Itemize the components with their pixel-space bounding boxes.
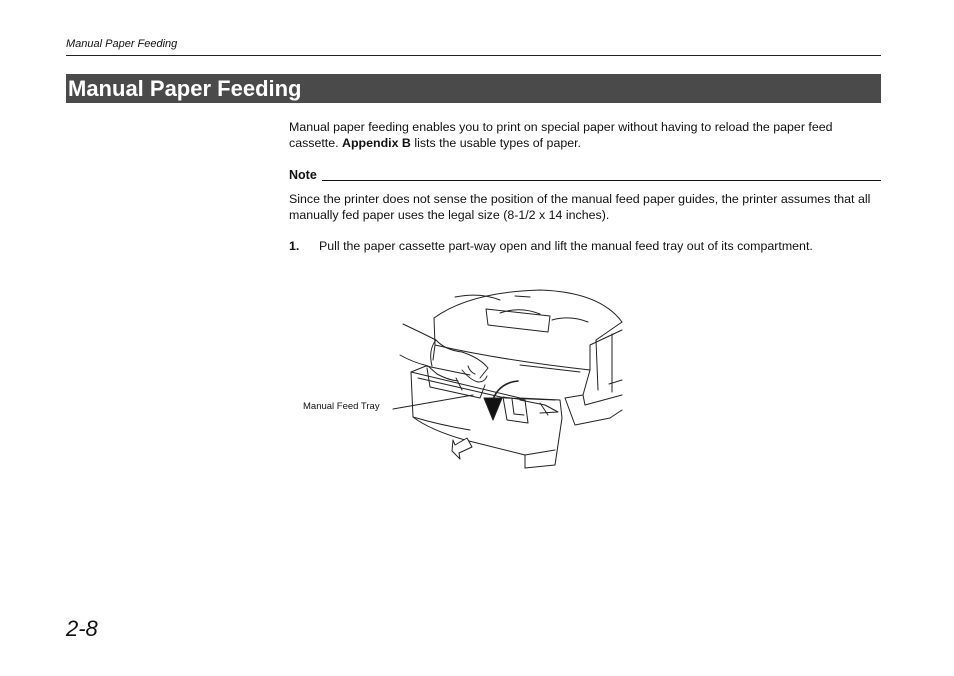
appendix-reference: Appendix B	[342, 136, 411, 150]
step-number: 1.	[289, 239, 300, 253]
section-title: Manual Paper Feeding	[68, 76, 302, 101]
running-header: Manual Paper Feeding	[66, 38, 178, 50]
note-text: Since the printer does not sense the position of the manual feed paper guides, the printer assumes that all manually fed paper uses the legal size (8-1/2 x 14 inches).	[289, 192, 871, 222]
note-heading	[289, 166, 881, 184]
page-number: 2-8	[66, 616, 98, 641]
intro-paragraph	[289, 119, 879, 151]
intro-text-part2: lists the usable types of paper.	[410, 136, 582, 150]
pull-direction-arrow-icon	[452, 438, 472, 459]
note-rule	[322, 180, 881, 181]
printer-illustration	[300, 283, 630, 475]
note-label: Note	[289, 168, 317, 182]
section-title-bar	[66, 74, 881, 103]
lift-arrow-icon	[484, 381, 518, 420]
paper-cassette	[411, 366, 562, 468]
step-text: Pull the paper cassette part-way open and lift the manual feed tray out of its compartment.	[319, 239, 813, 253]
printer-body	[433, 290, 622, 425]
callout-leader-line	[393, 395, 473, 409]
callout-label: Manual Feed Tray	[303, 401, 380, 412]
header-rule	[66, 55, 881, 56]
intro-text-part1: Manual paper feeding enables you to print on special paper without having to reload the paper feed cassette.	[289, 120, 833, 150]
